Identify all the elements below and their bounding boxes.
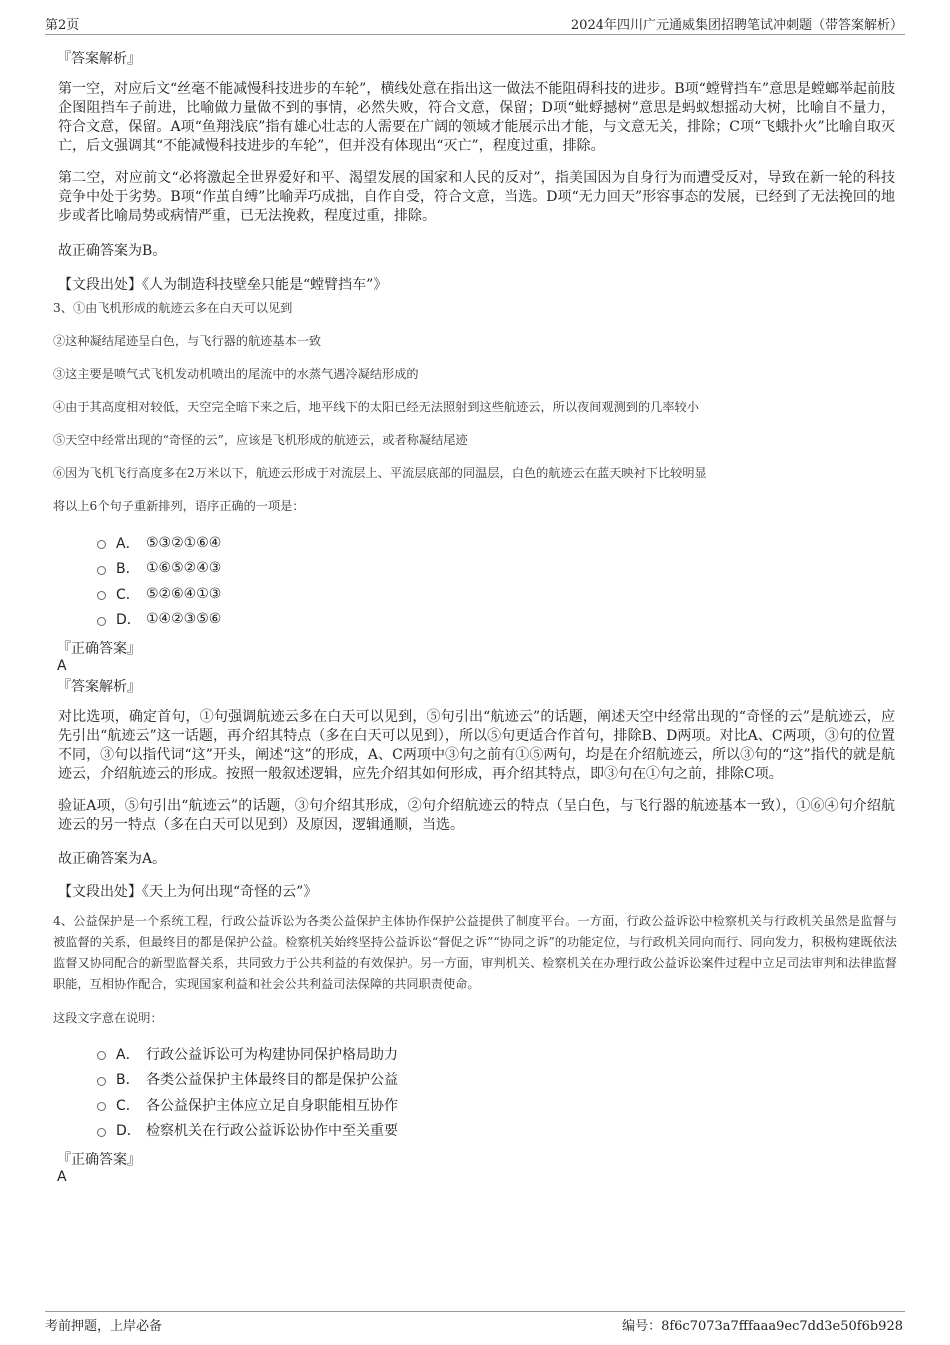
answer-label: 『正确答案』	[57, 641, 141, 657]
analysis-paragraph: 第二空，对应前文“必将激起全世界爱好和平、渴望发展的国家和人民的反对”，指美国因为自身行为而遭受反对，导致在新一轮的科技竞争中处于劣势。B项“作茧自缚”比喻弄巧成拙，自作自受，符合文意，当选。D项“无力回天”形容事态的发展，已经到了无法挽回的地步或者比喻局势或病情严重，已无法挽救，程度过重，排除。	[58, 170, 895, 224]
analysis-paragraph: 验证A项，⑤句引出“航迹云”的话题，③句介绍其形成，②句介绍航迹云的特点（呈白色，与飞行器的航迹基本一致），①⑥④句介绍航迹云的另一特点（多在白天可以见到）及原因，逻辑通顺，当选。	[58, 798, 895, 833]
radio-icon[interactable]	[97, 1077, 106, 1086]
conclusion: 故正确答案为B。	[58, 243, 167, 259]
sentence: ④由于其高度相对较低，天空完全暗下来之后，地平线下的太阳已经无法照射到这些航迹云，所以夜间观测到的几率较小	[53, 400, 699, 414]
analysis-paragraph: 对比选项，确定首句，①句强调航迹云多在白天可以见到，⑤句引出“航迹云”的话题，阐述天空中经常出现的“奇怪的云”是航迹云，应先引出“航迹云”这一话题，再介绍其特点（多在白天可以见到），所以⑤句更适合作首句，排除B、D两项。对比A、C两项，③句的位置不同，③句以指代词“这”开头，阐述“这”的形成，A、C两项中③句之前有①⑤两句，均是在介绍航迹云，所以③句的“这”指代的就是航迹云，介绍航迹云的形成。按照一般叙述逻辑，应先介绍其如何形成，再介绍其特点，即③句在①句之前，排除C项。	[58, 709, 895, 782]
page-number: 第2页	[45, 18, 80, 33]
radio-icon[interactable]	[97, 1051, 106, 1060]
option-b[interactable]: B． ①⑥⑤②④③	[97, 556, 905, 582]
question-text: 4、公益保护是一个系统工程，行政公益诉讼为各类公益保护主体协作保护公益提供了制度平台。一方面，行政公益诉讼中检察机关与行政机关虽然是监督与被监督的关系，但最终目的都是保护公益。检察机关始终坚持公益诉讼“督促之诉”“协同之诉”的功能定位，与行政机关同向而行、同向发力，积极构建既依法监督又协同配合的新型监督关系，共同致力于公共利益的有效保护。另一方面，审判机关、检察机关在办理行政公益诉讼案件过程中立足司法审判和法律监督职能，互相协作配合，实现国家利益和社会公共利益司法保障的共同职责使命。	[53, 914, 897, 991]
options-list	[45, 1041, 905, 1143]
option-c[interactable]: C． 各公益保护主体应立足自身职能相互协作	[97, 1092, 905, 1118]
correct-answer: A	[57, 1169, 67, 1185]
question-prompt: 这段文字意在说明：	[53, 1011, 163, 1025]
source-citation: 【文段出处】《天上为何出现“奇怪的云”》	[58, 884, 318, 900]
question-prompt: 将以上6个句子重新排列，语序正确的一项是：	[53, 499, 305, 513]
option-a[interactable]: A． 行政公益诉讼可为构建协同保护格局助力	[97, 1041, 905, 1067]
page-content	[45, 40, 905, 1185]
page-footer	[45, 1311, 905, 1334]
sentence: 3、①由飞机形成的航迹云多在白天可以见到	[53, 301, 293, 315]
option-c[interactable]: C． ⑤②⑥④①③	[97, 581, 905, 607]
radio-icon[interactable]	[97, 591, 106, 600]
question-3	[45, 297, 905, 902]
radio-icon[interactable]	[97, 566, 106, 575]
answer-label: 『正确答案』	[57, 1152, 141, 1168]
sentence: ⑥因为飞机飞行高度多在2万米以下，航迹云形成于对流层上、平流层底部的同温层，白色的航迹云在蓝天映衬下比较明显	[53, 466, 707, 480]
analysis-label: 『答案解析』	[57, 51, 141, 67]
option-b[interactable]: B． 各类公益保护主体最终目的都是保护公益	[97, 1067, 905, 1093]
sentence: ②这种凝结尾迹呈白色，与飞行器的航迹基本一致	[53, 334, 322, 348]
options-list	[45, 530, 905, 632]
correct-answer: A	[57, 658, 67, 674]
source-citation: 【文段出处】《人为制造科技壁垒只能是“螳臂挡车”》	[58, 277, 388, 293]
option-a[interactable]: A． ⑤③②①⑥④	[97, 530, 905, 556]
page-header	[45, 12, 905, 35]
analysis-paragraph: 第一空，对应后文“丝毫不能减慢科技进步的车轮”，横线处意在指出这一做法不能阻碍科技的进步。B项“螳臂挡车”意思是螳螂举起前肢企图阻挡车子前进，比喻做力量做不到的事情，必然失败，符合文意，保留；D项“蚍蜉撼树”意思是蚂蚁想摇动大树，比喻自不量力，符合文意，保留。A项“鱼翔浅底”指有雄心壮志的人需要在广阔的领域才能展示出才能，与文意无关，排除；C项“飞蛾扑火”比喻自取灭亡，后文强调其“不能减慢科技进步的车轮”，但并没有体现出“灭亡”，程度过重，排除。	[58, 81, 895, 154]
conclusion: 故正确答案为A。	[58, 851, 167, 867]
analysis-label: 『答案解析』	[57, 679, 141, 695]
radio-icon[interactable]	[97, 540, 106, 549]
sentence: ⑤天空中经常出现的“奇怪的云”，应该是飞机形成的航迹云，或者称凝结尾迹	[53, 433, 468, 447]
radio-icon[interactable]	[97, 617, 106, 626]
option-d[interactable]: D． 检察机关在行政公益诉讼协作中至关重要	[97, 1118, 905, 1144]
radio-icon[interactable]	[97, 1102, 106, 1111]
document-title: 2024年四川广元通威集团招聘笔试冲刺题（带答案解析）	[570, 18, 903, 33]
question-4	[45, 911, 905, 1185]
footer-slogan: 考前押题，上岸必备	[45, 1319, 163, 1334]
sentence: ③这主要是喷气式飞机发动机喷出的尾流中的水蒸气遇冷凝结形成的	[53, 367, 419, 381]
radio-icon[interactable]	[97, 1128, 106, 1137]
option-d[interactable]: D． ①④②③⑤⑥	[97, 607, 905, 633]
document-id: 编号：8f6c7073a7fffaaa9ec7dd3e50f6b928	[622, 1319, 903, 1334]
